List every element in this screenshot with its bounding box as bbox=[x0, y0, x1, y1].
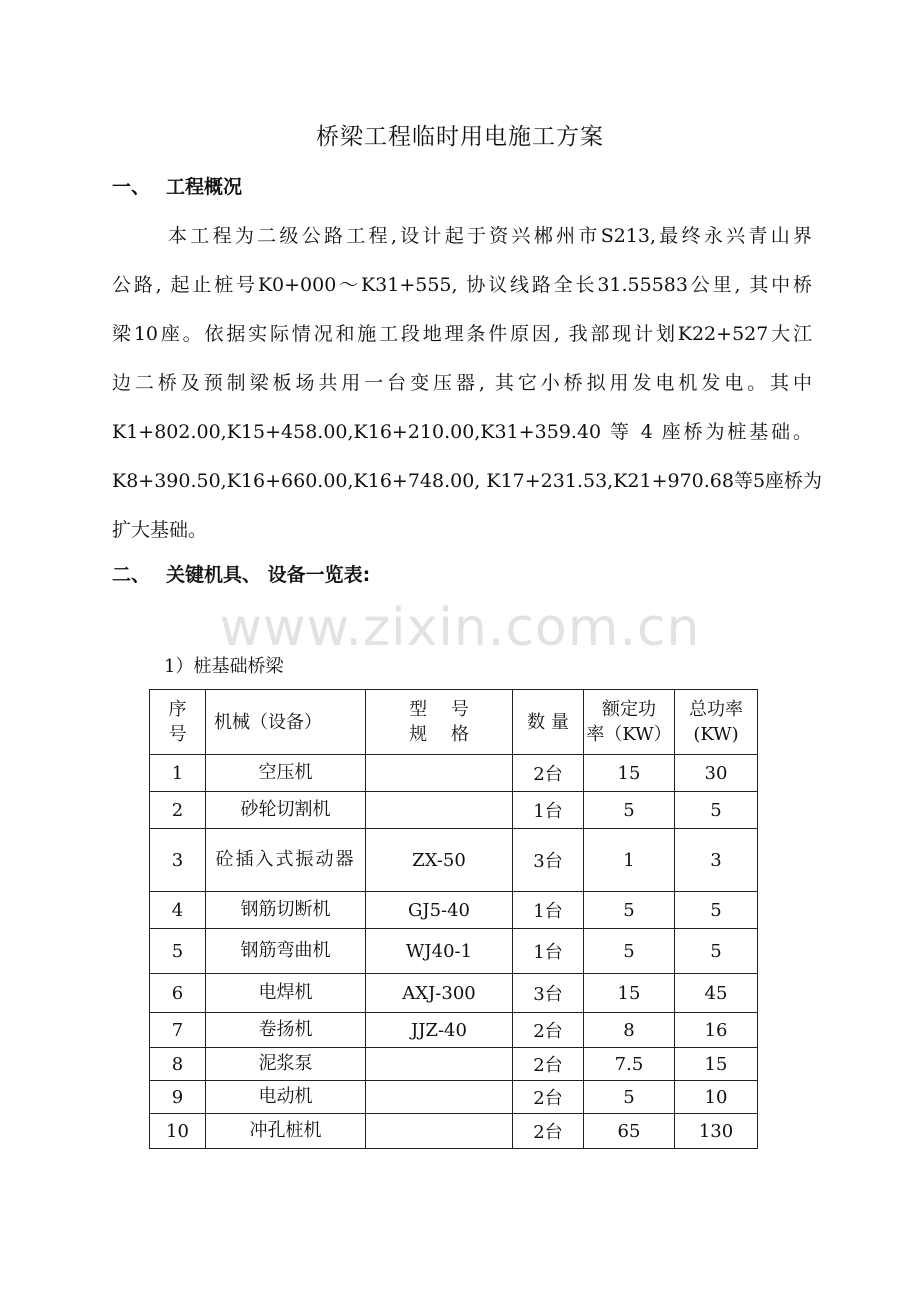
equipment-table bbox=[149, 689, 758, 1149]
header-model-line1: 型 号 bbox=[409, 699, 469, 720]
cell-no: 1 bbox=[150, 755, 206, 792]
cell-model bbox=[366, 1048, 513, 1081]
cell-qty: 3台 bbox=[513, 829, 584, 892]
cell-qty: 2台 bbox=[513, 1013, 584, 1048]
cell-no: 3 bbox=[150, 829, 206, 892]
cell-name: 砂轮切割机 bbox=[206, 792, 366, 829]
table-row bbox=[150, 792, 758, 829]
section-2-title: 关键机具、 设备一览表: bbox=[166, 564, 371, 586]
cell-total: 5 bbox=[675, 892, 758, 929]
section-1-title: 工程概况 bbox=[166, 176, 243, 198]
paragraph-line: 梁10座。依据实际情况和施工段地理条件原因, 我部现计划K22+527大江 bbox=[112, 323, 812, 345]
cell-no: 5 bbox=[150, 929, 206, 974]
header-total-line1: 总功率 bbox=[689, 699, 743, 720]
cell-qty: 2台 bbox=[513, 1081, 584, 1114]
cell-qty: 2台 bbox=[513, 1048, 584, 1081]
cell-name: 电焊机 bbox=[206, 974, 366, 1013]
cell-model bbox=[366, 792, 513, 829]
cell-name: 冲孔桩机 bbox=[206, 1114, 366, 1149]
cell-qty: 1台 bbox=[513, 929, 584, 974]
cell-rated: 15 bbox=[584, 974, 675, 1013]
paragraph-line: K8+390.50,K16+660.00,K16+748.00, K17+231.53,K21+970.68等5座桥为 bbox=[112, 470, 823, 492]
header-rated-power bbox=[584, 690, 675, 755]
cell-total: 45 bbox=[675, 974, 758, 1013]
cell-rated: 1 bbox=[584, 829, 675, 892]
cell-name: 电动机 bbox=[206, 1081, 366, 1114]
cell-name: 钢筋切断机 bbox=[206, 892, 366, 929]
cell-qty: 1台 bbox=[513, 892, 584, 929]
cell-total: 5 bbox=[675, 929, 758, 974]
header-total-power bbox=[675, 690, 758, 755]
cell-no: 6 bbox=[150, 974, 206, 1013]
cell-no: 2 bbox=[150, 792, 206, 829]
table-row bbox=[150, 892, 758, 929]
cell-model bbox=[366, 1081, 513, 1114]
table-row bbox=[150, 1114, 758, 1149]
cell-model: JJZ-40 bbox=[366, 1013, 513, 1048]
document-title: 桥梁工程临时用电施工方案 bbox=[316, 124, 604, 150]
table-row bbox=[150, 1081, 758, 1114]
header-name: 机械（设备） bbox=[206, 690, 366, 755]
paragraph-line: 扩大基础。 bbox=[112, 519, 208, 541]
section-2-number: 二、 bbox=[112, 564, 151, 586]
cell-total: 130 bbox=[675, 1114, 758, 1149]
paragraph-line: 边二桥及预制梁板场共用一台变压器, 其它小桥拟用发电机发电。其中 bbox=[112, 372, 812, 394]
cell-model bbox=[366, 1114, 513, 1149]
cell-total: 15 bbox=[675, 1048, 758, 1081]
section-1-paragraph bbox=[112, 212, 823, 555]
table-row bbox=[150, 829, 758, 892]
section-1-number: 一、 bbox=[112, 176, 151, 198]
cell-model: GJ5-40 bbox=[366, 892, 513, 929]
cell-qty: 3台 bbox=[513, 974, 584, 1013]
cell-rated: 7.5 bbox=[584, 1048, 675, 1081]
table-row bbox=[150, 929, 758, 974]
cell-model: AXJ-300 bbox=[366, 974, 513, 1013]
cell-total: 3 bbox=[675, 829, 758, 892]
table-row bbox=[150, 974, 758, 1013]
cell-name: 卷扬机 bbox=[206, 1013, 366, 1048]
cell-model: ZX-50 bbox=[366, 829, 513, 892]
cell-name: 钢筋弯曲机 bbox=[206, 929, 366, 974]
cell-qty: 2台 bbox=[513, 1114, 584, 1149]
cell-rated: 5 bbox=[584, 1081, 675, 1114]
paragraph-line: 本工程为二级公路工程,设计起于资兴郴州市S213,最终永兴青山界 bbox=[168, 225, 812, 247]
cell-no: 10 bbox=[150, 1114, 206, 1149]
cell-rated: 8 bbox=[584, 1013, 675, 1048]
section-1-heading bbox=[112, 172, 242, 199]
cell-total: 30 bbox=[675, 755, 758, 792]
cell-rated: 5 bbox=[584, 792, 675, 829]
table-row bbox=[150, 1013, 758, 1048]
table-row bbox=[150, 755, 758, 792]
table-caption: 1）桩基础桥梁 bbox=[164, 656, 284, 677]
cell-rated: 15 bbox=[584, 755, 675, 792]
cell-model bbox=[366, 755, 513, 792]
section-2-heading bbox=[112, 560, 370, 587]
cell-model: WJ40-1 bbox=[366, 929, 513, 974]
header-no bbox=[150, 690, 206, 755]
header-rated-line2: 率（KW） bbox=[586, 724, 672, 745]
watermark: www.zixin.com.cn bbox=[219, 598, 701, 658]
cell-no: 8 bbox=[150, 1048, 206, 1081]
header-total-line2: (KW) bbox=[693, 724, 739, 745]
cell-name: 泥浆泵 bbox=[206, 1048, 366, 1081]
header-qty: 数 量 bbox=[513, 690, 584, 755]
cell-no: 7 bbox=[150, 1013, 206, 1048]
header-no-line1: 序 bbox=[168, 699, 187, 720]
cell-name: 空压机 bbox=[206, 755, 366, 792]
paragraph-line: K1+802.00,K15+458.00,K16+210.00,K31+359.40 等 4 座桥为桩基础。 bbox=[112, 421, 812, 443]
cell-rated: 5 bbox=[584, 892, 675, 929]
cell-total: 16 bbox=[675, 1013, 758, 1048]
cell-qty: 1台 bbox=[513, 792, 584, 829]
cell-name: 砼插入式振动器 bbox=[206, 829, 366, 892]
table-row bbox=[150, 1048, 758, 1081]
table-header-row bbox=[150, 690, 758, 755]
header-model bbox=[366, 690, 513, 755]
paragraph-line: 公路, 起止桩号K0+000～K31+555, 协议线路全长31.55583公里, 其中桥 bbox=[112, 274, 812, 296]
cell-no: 9 bbox=[150, 1081, 206, 1114]
cell-total: 5 bbox=[675, 792, 758, 829]
cell-total: 10 bbox=[675, 1081, 758, 1114]
cell-rated: 65 bbox=[584, 1114, 675, 1149]
header-rated-line1: 额定功 bbox=[602, 699, 656, 720]
cell-rated: 5 bbox=[584, 929, 675, 974]
cell-qty: 2台 bbox=[513, 755, 584, 792]
header-no-line2: 号 bbox=[168, 724, 187, 745]
cell-no: 4 bbox=[150, 892, 206, 929]
header-model-line2: 规 格 bbox=[409, 724, 469, 745]
